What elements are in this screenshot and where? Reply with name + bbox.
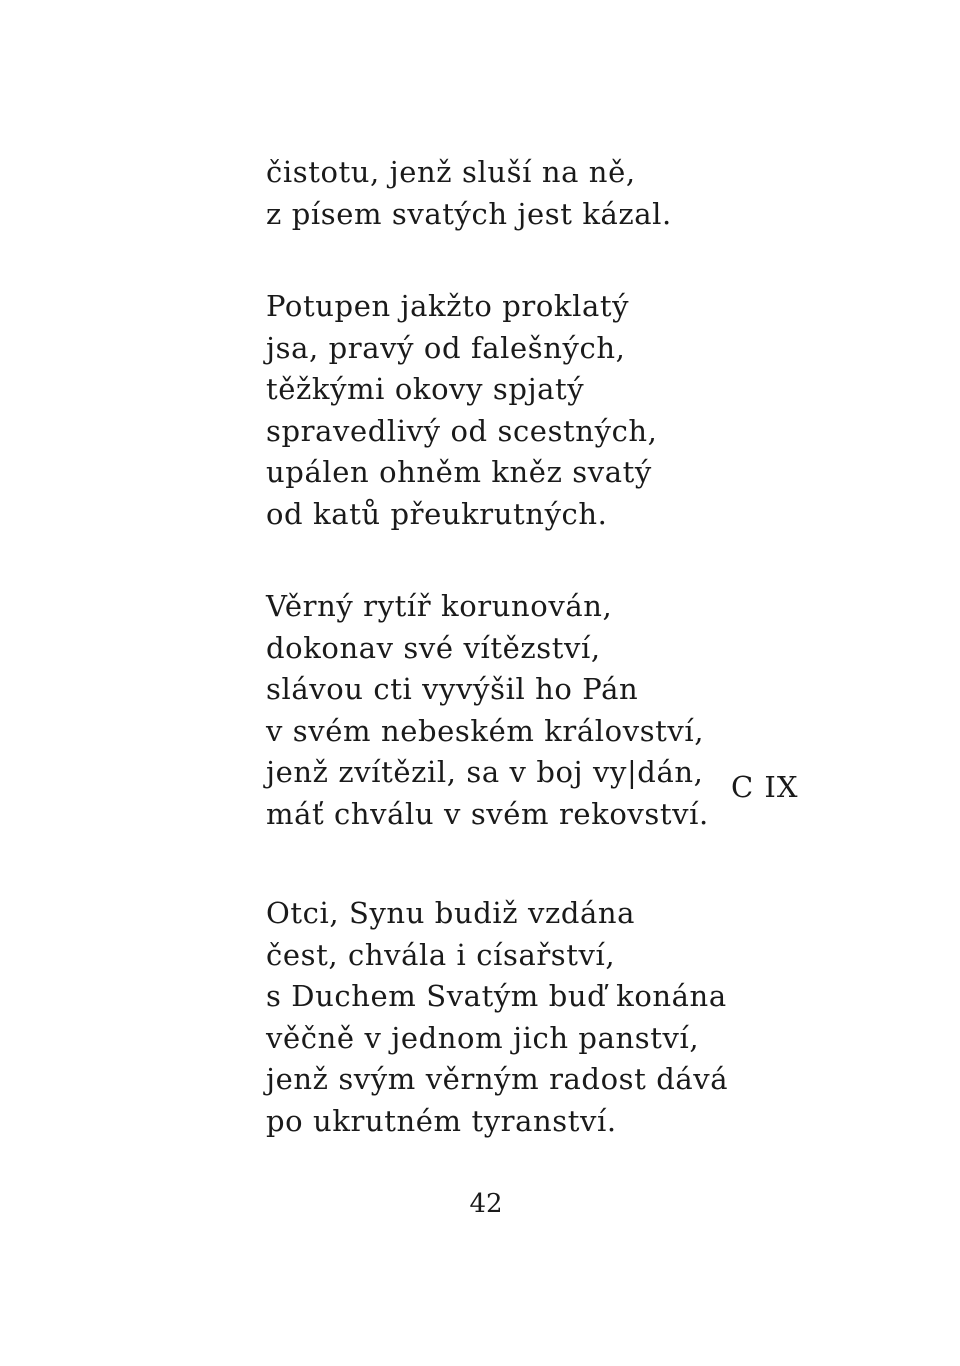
stanza-1 [266, 152, 672, 235]
verse-line: dokonav své vítězství, [266, 630, 601, 665]
stanza-4 [266, 893, 728, 1142]
verse-line: s Duchem Svatým buď konána [266, 979, 727, 1013]
verse-line: čest, chvála i císařství, [266, 937, 616, 972]
verse-line: spravedlivý od scestných, [266, 413, 658, 448]
verse-line: slávou cti vyvýšil ho Pán [266, 672, 639, 706]
stanza-2 [266, 286, 658, 535]
verse-line: věčně v jednom jich panství, [266, 1020, 700, 1055]
verse-line: Věrný rytíř korunován, [266, 589, 613, 623]
verse-line: z písem svatých jest kázal. [266, 196, 672, 231]
stanza-3 [266, 586, 709, 835]
verse-line: čistotu, jenž sluší na ně, [266, 155, 636, 189]
verse-line: těžkými okovy spjatý [266, 372, 585, 406]
verse-line: v svém nebeském království, [266, 713, 705, 748]
page-number: 42 [469, 1189, 503, 1219]
verse-line: jsa, pravý od falešných, [266, 330, 626, 365]
verse-line: jenž zvítězil, sa v boj vy|dán, [266, 755, 704, 789]
verse-line: po ukrutném tyranství. [266, 1103, 617, 1138]
verse-line: od katů přeukrutných. [266, 496, 608, 531]
verse-line: máť chválu v svém rekovství. [266, 796, 709, 831]
margin-verse-number: C IX [731, 770, 799, 804]
verse-line: jenž svým věrným radost dává [266, 1062, 729, 1096]
verse-line: Otci, Synu budiž vzdána [266, 896, 636, 930]
verse-line: Potupen jakžto proklatý [266, 289, 630, 323]
verse-line: upálen ohněm kněz svatý [266, 455, 652, 489]
